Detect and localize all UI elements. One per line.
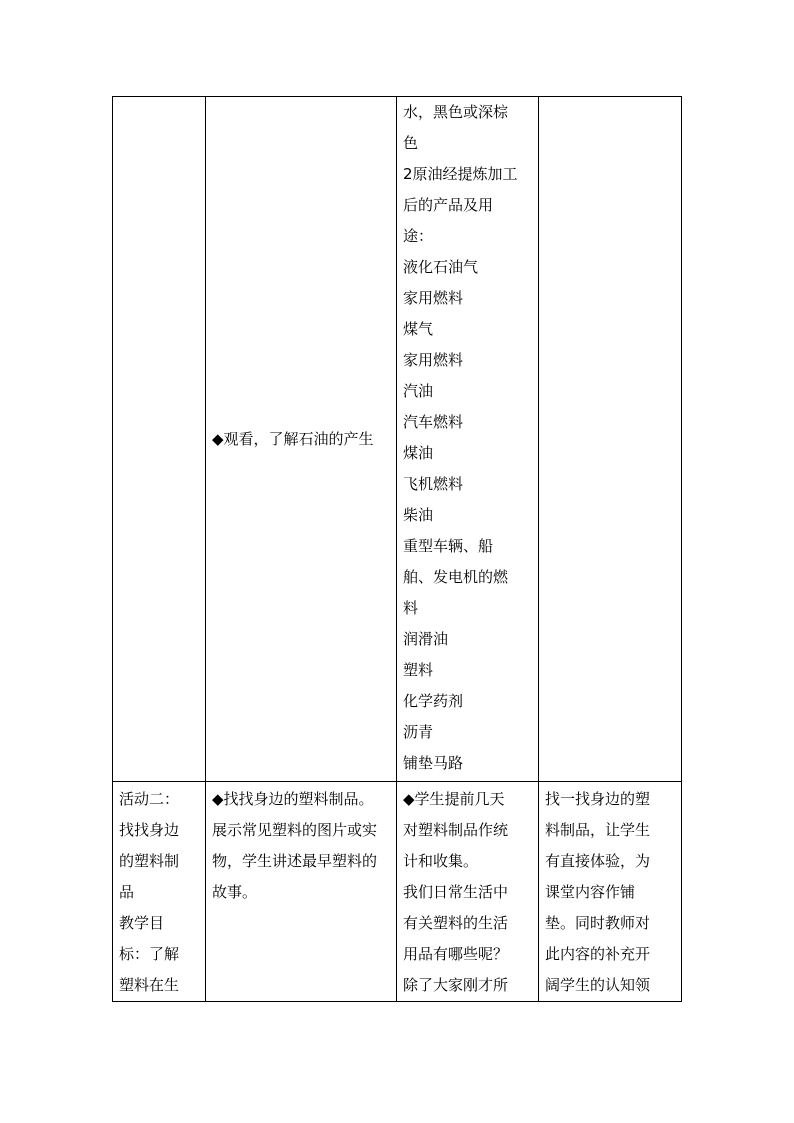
cell-text-line: 对塑料制品作统 [403,821,509,839]
table-cell-student-activity [397,782,539,1002]
cell-text-line: 汽油 [403,382,434,400]
table-cell-design-intent [539,782,682,1002]
table-cell-student-activity [397,97,539,782]
table-row [113,97,682,782]
cell-text-line: 途： [403,227,434,245]
cell-text-line: 计和收集。 [403,852,479,870]
cell-text-line: 汽车燃料 [403,413,464,431]
cell-text-line: 找找身边 [119,821,180,839]
table-cell-activity [113,97,206,782]
cell-text-line: 家用燃料 [403,289,464,307]
cell-text-line: 煤气 [403,320,434,338]
cell-text-line: 飞机燃料 [403,475,464,493]
cell-text-line: ◆找找身边的塑料制品。 [212,790,374,808]
cell-text-line: 后的产品及用 [403,196,494,214]
cell-text-line: 故事。 [212,883,258,901]
table-cell-teacher-activity [206,97,397,782]
cell-text-line: 家用燃料 [403,351,464,369]
table-cell-design-intent [539,97,682,782]
cell-text-line: 塑料在生 [119,976,180,994]
cell-text-line: 有关塑料的生活 [403,914,509,932]
cell-text-line: 教学目 [119,914,165,932]
cell-text-line: 水，黑色或深棕 [403,103,509,121]
cell-text-line: 柴油 [403,506,434,524]
cell-text-line: 2原油经提炼加工 [403,165,518,183]
cell-text-line: 沥青 [403,723,434,741]
cell-text-line: 化学药剂 [403,692,464,710]
cell-text-line: 煤油 [403,444,434,462]
cell-text-line: 润滑油 [403,630,449,648]
cell-text-line: 此内容的补充开 [545,945,651,963]
cell-text-line: 找一找身边的塑 [545,790,651,808]
cell-text-line: ◆学生提前几天 [403,790,505,808]
cell-text-line: 活动二： [119,790,180,808]
cell-text-line: 用品有哪些呢？ [403,945,509,963]
cell-text-line: 阔学生的认知领 [545,976,651,994]
cell-text-line: 塑料 [403,661,434,679]
cell-text-line: 除了大家刚才所 [403,976,509,994]
teacher-activity-text: ◆观看，了解石油的产生 [212,429,374,448]
lesson-plan-table [112,96,682,1002]
cell-text-line: 展示常见塑料的图片或实 [212,821,378,839]
cell-text-line: 有直接体验，为 [545,852,651,870]
table-row [113,782,682,1002]
table-cell-teacher-activity [206,782,397,1002]
cell-text-line: 色 [403,134,419,152]
cell-text-line: 标：了解 [119,945,180,963]
cell-text-line: 料 [403,599,419,617]
table-cell-activity [113,782,206,1002]
cell-text-line: 垫。同时教师对 [545,914,651,932]
cell-text-line: 我们日常生活中 [403,883,509,901]
cell-text-line: 铺垫马路 [403,754,464,772]
cell-text-line: 舶、发电机的燃 [403,568,509,586]
cell-text-line: 物，学生讲述最早塑料的 [212,852,378,870]
cell-text-line: 的塑料制 [119,852,180,870]
cell-text-line: 课堂内容作铺 [545,883,636,901]
cell-text-line: 液化石油气 [403,258,479,276]
cell-text-line: 料制品，让学生 [545,821,651,839]
cell-text-line: 品 [119,883,135,901]
cell-text-line: 重型车辆、船 [403,537,494,555]
